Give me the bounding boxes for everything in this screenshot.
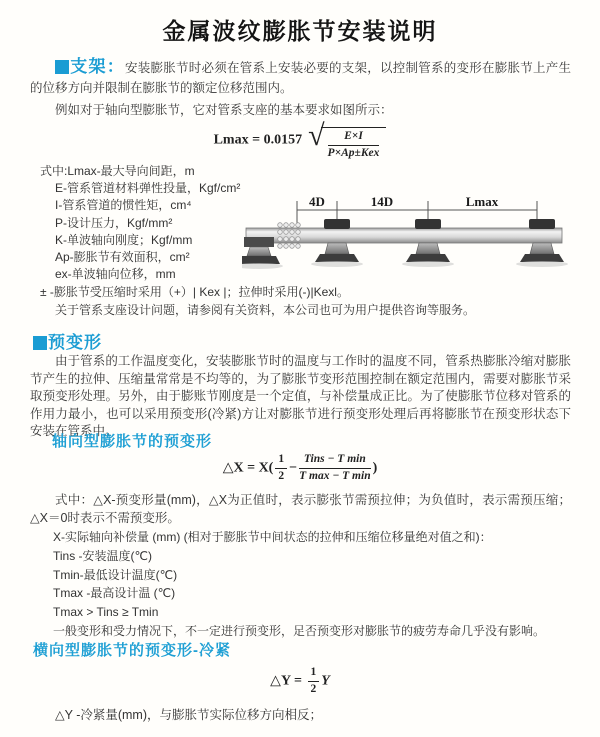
plus-minus-note: ± -膨胀节受压缩时采用（+）| Kex |；拉伸时采用(-)|Kexl。 xyxy=(40,285,349,299)
support-paragraph xyxy=(30,57,571,98)
support-intro-text: 安装膨胀节时必须在管系上安装必要的支架，以控制管系的变形在膨胀节上产生的位移方向并限制在膨胀节的额定位移范围内。 xyxy=(30,61,571,95)
axial-definition-item: 一般变形和受力情况下，不一定进行预变形，足否预变形对膨胀节的疲劳寿命几乎没有影响。 xyxy=(53,623,546,638)
axial-frac1-num: 1 xyxy=(275,453,287,469)
axial-definition-item: Tins -安装温度(℃) xyxy=(53,548,153,563)
lateral-formula-post: Y xyxy=(321,673,330,689)
dimension-label-14d: 14D xyxy=(370,194,394,209)
section-marker-icon xyxy=(33,336,47,350)
axial-formula-post: ) xyxy=(372,460,378,476)
axial-frac2-num: Tins − T min xyxy=(299,453,371,469)
lateral-formula-pre: △Y = xyxy=(270,673,303,689)
definition-item: ex-单波轴向位移，mm xyxy=(55,267,176,282)
lateral-subsection-heading: 横向型膨胀节的预变形-冷紧 xyxy=(33,642,231,659)
predeform-body: 由于管系的工作温度变化，安装膨胀节时的温度与工作时的温度不同，管系热膨胀冷缩对膨胀节产生的拉伸、压缩量常常是不均等的，为了膨胀节变形范围控制在额定范围内，需要对膨胀节采取预变形处理。另外，由于膨账节刚度是一个定值，与补偿量成正比。为了使膨胀节位移对管系的作用力最小，也可以采用预变形(冷紧)方让对膨胀节进行预变形处理后再将膨胀节在预变形状态下安装在管系中。 xyxy=(30,354,571,439)
definition-item: Ap-膨胀节有效面积，cm² xyxy=(55,250,190,265)
axial-definition-item: Tmin-最低设计温度(℃) xyxy=(53,567,178,582)
radical-sign: √ xyxy=(308,119,325,152)
pipe-support-diagram-svg xyxy=(242,192,572,292)
consult-note: 关于管系支座设计问题，请参阅有关资料，本公司也可为用户提供咨询等服务。 xyxy=(55,303,476,317)
axial-subsection-heading: 轴向型膨胀节的预变形 xyxy=(52,433,213,450)
lateral-frac-den: 2 xyxy=(310,682,317,695)
axial-definitions-list xyxy=(53,528,573,641)
definition-item: I-管系管道的惯性矩，cm⁴ xyxy=(55,198,192,213)
lateral-formula xyxy=(0,666,600,697)
axial-definition-item: Tmax > Tins ≥ Tmin xyxy=(53,605,159,620)
dimension-label-lmax: Lmax xyxy=(465,194,499,209)
page-title: 金属波纹膨胀节安装说明 xyxy=(162,18,438,44)
axial-frac2-den: T max − T min xyxy=(299,469,371,482)
definition-item: E-管系管道材料弹性投量，Kgf/cm² xyxy=(55,181,241,196)
pipe-support-diagram xyxy=(242,192,572,292)
lmax-formula xyxy=(0,120,600,161)
lmax-formula-numerator: E×I xyxy=(328,130,380,146)
definition-item: 式中:Lmax-最大导向间距，m xyxy=(40,164,195,178)
radical xyxy=(308,120,386,161)
axial-definition-item: Tmax -最高设计温 (℃) xyxy=(53,586,176,601)
axial-frac1-den: 2 xyxy=(278,469,285,482)
axial-explain: 式中：△X-预变形量(mm)，△X为正值时，表示膨张节需预拉伸；为负值时，表示需预压缩；△X＝0时表示不需预变形。 xyxy=(30,493,571,525)
section-marker-icon xyxy=(55,60,69,74)
definition-item: K-单波轴向刚度；Kgf/mm xyxy=(55,232,193,247)
support-section-heading: 支架： xyxy=(70,57,125,76)
dimension-label-4d: 4D xyxy=(309,194,325,209)
lateral-frac-num: 1 xyxy=(308,666,320,682)
axial-formula-minus: − xyxy=(289,460,298,476)
lateral-note: △Y -冷紧量(mm)，与膨胀节实际位移方向相反； xyxy=(55,708,323,722)
axial-formula-pre: △X = X( xyxy=(222,460,274,476)
support-example-line: 例如对于轴向型膨胀节，它对管系支座的基本要求如图所示： xyxy=(55,103,393,117)
definition-item: P-设计压力，Kgf/mm² xyxy=(55,215,173,230)
lmax-formula-denominator: P×Ap±Kex xyxy=(327,146,380,159)
predeform-section-heading-row xyxy=(33,328,102,353)
predeform-section-heading: 预变形 xyxy=(48,333,102,352)
axial-definition-item: X-实际轴向补偿量 (mm) (相对于膨胀节中间状态的拉伸和压缩位移量绝对值之和)： xyxy=(53,530,492,544)
lmax-formula-lhs: Lmax = 0.0157 xyxy=(213,132,303,148)
axial-formula xyxy=(0,453,600,484)
